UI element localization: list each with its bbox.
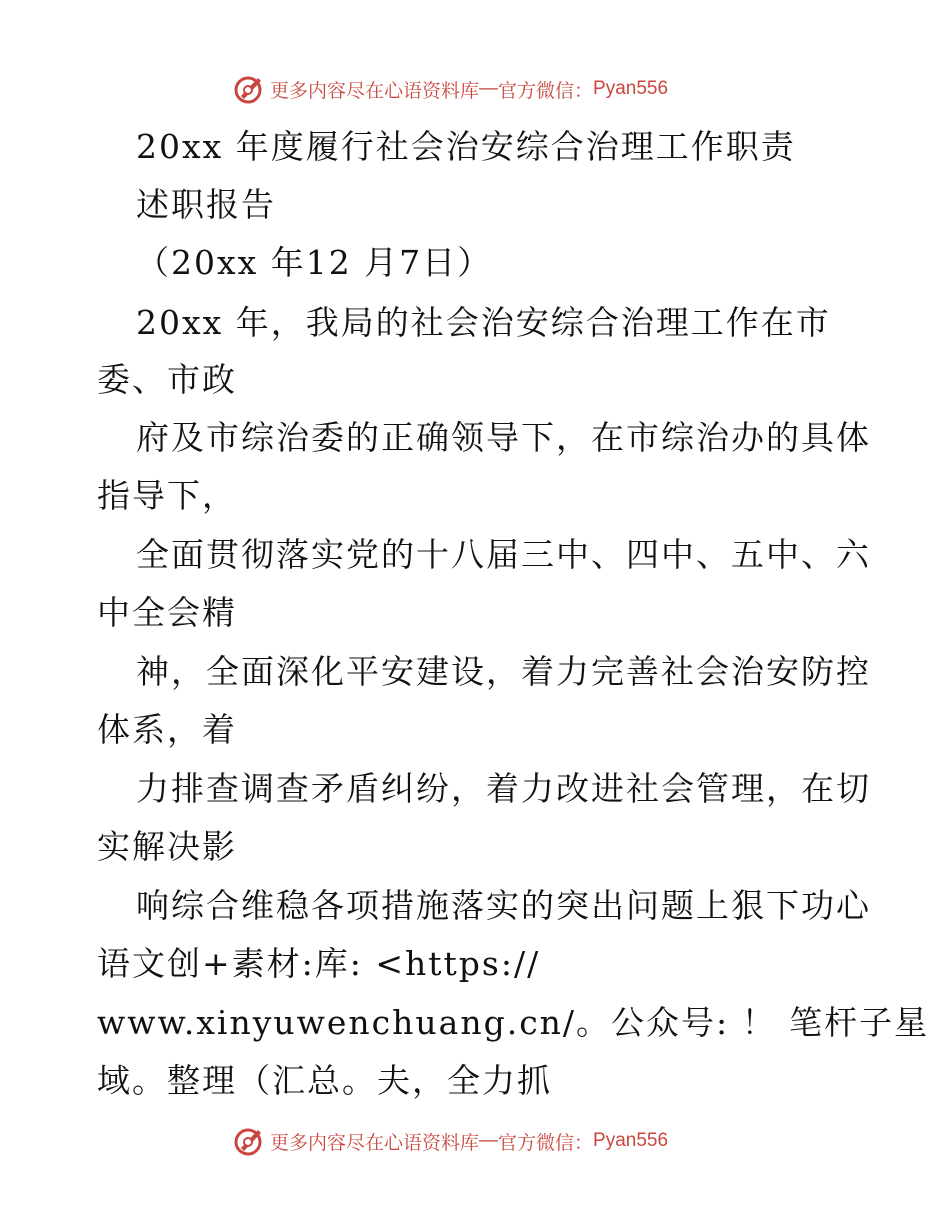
document-date: （20xx 年12 月7日） bbox=[136, 243, 493, 282]
body-line: 府及市综治委的正确领导下，在市综治办的具体 bbox=[136, 418, 871, 457]
quill-seal-icon bbox=[232, 1124, 266, 1158]
document-title-line-2: 述职报告 bbox=[136, 185, 276, 224]
watermark-wechat-label: 官方微信： bbox=[498, 1132, 594, 1154]
watermark-separator: — bbox=[479, 78, 499, 99]
body-line: 响综合维稳各项措施落实的突出问题上狠下功心 bbox=[136, 886, 871, 925]
body-line: 语文创+素材:库: <https:// bbox=[97, 944, 541, 983]
body-line: 全面贯彻落实党的十八届三中、四中、五中、六 bbox=[136, 535, 871, 574]
footer-watermark bbox=[232, 1124, 668, 1158]
watermark-site-text: 更多内容尽在心语资料库 bbox=[270, 80, 480, 102]
watermark-wechat-label: 官方微信： bbox=[498, 80, 594, 102]
body-line: 中全会精 bbox=[97, 593, 237, 632]
watermark-wechat-id: Pyan556 bbox=[593, 78, 669, 99]
body-line: 实解决影 bbox=[97, 827, 237, 866]
body-line: 指导下， bbox=[97, 476, 237, 515]
body-line: 力排查调查矛盾纠纷，着力改进社会管理，在切 bbox=[136, 769, 871, 808]
watermark-wechat-id: Pyan556 bbox=[593, 1130, 669, 1151]
body-line: 神，全面深化平安建设，着力完善社会治安防控 bbox=[136, 652, 871, 691]
header-watermark bbox=[232, 72, 668, 106]
quill-seal-icon bbox=[232, 72, 266, 106]
watermark-site-text: 更多内容尽在心语资料库 bbox=[270, 1132, 480, 1154]
body-line: www.xinyuwenchuang.cn/。公众号: ！ 笔杆子星 bbox=[97, 1003, 930, 1042]
body-line: 20xx 年，我局的社会治安综合治理工作在市 bbox=[136, 303, 831, 342]
body-line: 委、市政 bbox=[97, 360, 237, 399]
document-title-line-1: 20xx 年度履行社会治安综合治理工作职责 bbox=[136, 127, 796, 166]
body-line: 域。整理（汇总。夫，全力抓 bbox=[97, 1061, 552, 1100]
body-line: 体系，着 bbox=[97, 710, 237, 749]
watermark-separator: — bbox=[479, 1130, 499, 1151]
